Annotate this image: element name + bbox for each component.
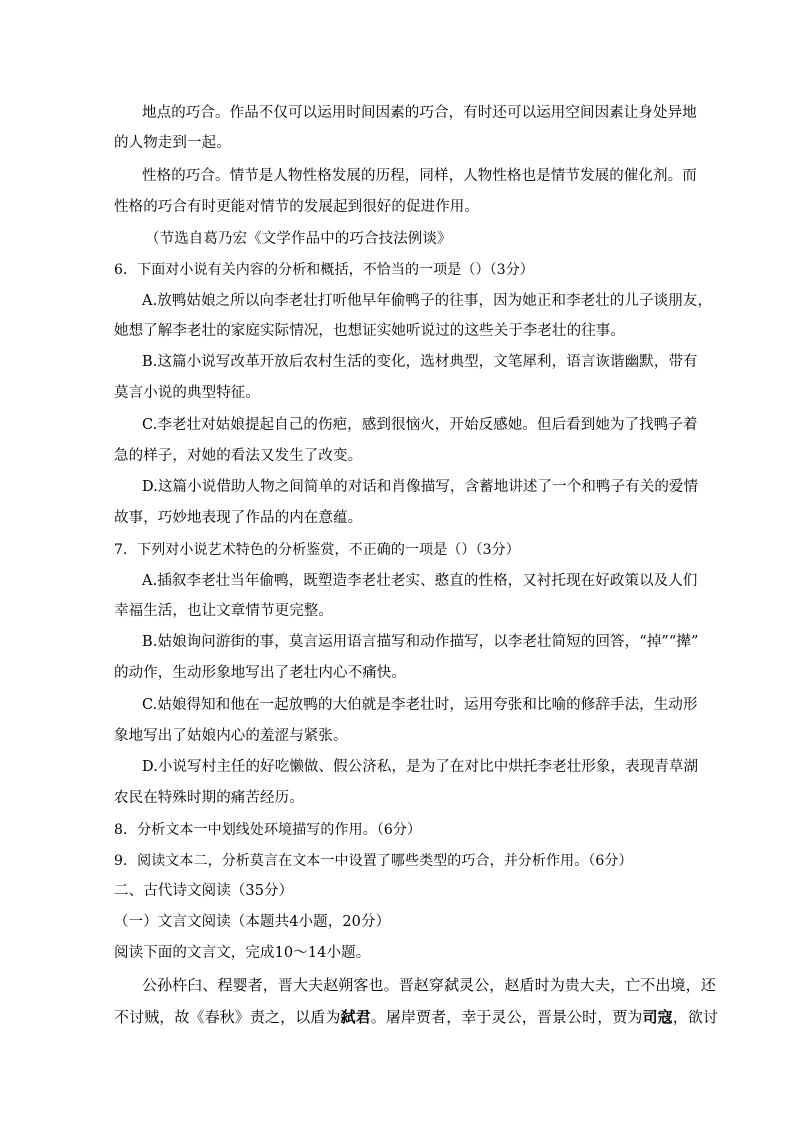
question-6: 6．下面对小说有关内容的分析和概括，不恰当的一项是（）（3分）: [114, 262, 534, 278]
classical-text-line: [114, 1007, 719, 1027]
option-6a: A.放鸭姑娘之所以向李老壮打听他早年偷鸭子的往事，因为她正和李老壮的儿子谈朋友，: [142, 293, 713, 309]
option-6b-cont: 莫言小说的典型特征。: [114, 385, 260, 401]
paragraph-line: 的人物走到一起。: [114, 135, 231, 151]
option-7d-cont: 农民在特殊时期的痛苦经历。: [114, 790, 304, 806]
classical-text-line: 公孙杵臼、程婴者，晋大夫赵朔客也。晋赵穿弑灵公，赵盾时为贵大夫，亡不出境，还: [142, 976, 716, 994]
question-9: 9．阅读文本二，分析莫言在文本一中设置了哪些类型的巧合，并分析作用。（6分）: [114, 853, 633, 869]
option-7c: C.姑娘得知和他在一起放鸭的大伯就是李老壮时，运用夸张和比喻的修辞手法，生动形: [142, 697, 698, 713]
bold-term: 弑君: [340, 1008, 371, 1026]
option-7d: D.小说写村主任的好吃懒做、假公济私，是为了在对比中烘托李老壮形象，表现青草湖: [142, 759, 699, 775]
section-heading: 二、古代诗文阅读（35分）: [114, 883, 294, 899]
option-6d-cont: 故事，巧妙地表现了作品的内在意蕴。: [114, 510, 363, 526]
option-6d: D.这篇小说借助人物之间简单的对话和肖像描写，含蓄地讲述了一个和鸭子有关的爱情: [142, 479, 699, 495]
question-7: 7．下列对小说艺术特色的分析鉴赏，不正确的一项是（）（3分）: [114, 542, 520, 558]
option-7b-cont: 的动作，生动形象地写出了老壮内心不痛快。: [114, 665, 406, 681]
option-6c: C.李老壮对姑娘提起自己的伤疤，感到很恼火，开始反感她。但后看到她为了找鸭子着: [142, 417, 698, 433]
option-6a-cont: 她想了解李老壮的家庭实际情况，也想证实她听说过的这些关于李老壮的往事。: [114, 323, 625, 339]
source-citation: （节选自葛乃宏《文学作品中的巧合技法例谈》: [145, 231, 452, 247]
option-6b: B.这篇小说写改革开放后农村生活的变化，选材典型，文笔犀利，语言诙谐幽默，带有: [142, 354, 698, 370]
text-span: ，欲讨: [672, 1008, 719, 1026]
text-span: 。屠岸贾者，幸于灵公，晋景公时，贾为: [370, 1008, 643, 1026]
instruction: 阅读下面的文言文，完成10～14小题。: [114, 945, 371, 961]
paragraph-line: 性格的巧合。情节是人物性格发展的历程，同样，人物性格也是情节发展的催化剂。而: [142, 168, 697, 184]
text-span: 不讨贼，故《春秋》责之，以盾为: [114, 1008, 341, 1026]
option-7c-cont: 象地写出了姑娘内心的羞涩与紧张。: [114, 728, 348, 744]
paragraph-line: 地点的巧合。作品不仅可以运用时间因素的巧合，有时还可以运用空间因素让身处异地: [142, 105, 697, 121]
option-6c-cont: 急的样子，对她的看法又发生了改变。: [114, 448, 363, 464]
question-8: 8．分析文本一中划线处环境描写的作用。（6分）: [114, 822, 422, 838]
option-7b: B.姑娘询问游街的事，莫言运用语言描写和动作描写，以李老壮简短的回答，“掉”“撵”: [142, 634, 699, 650]
option-7a: A.插叙李老壮当年偷鸭，既塑造李老壮老实、憨直的性格，又衬托现在好政策以及人们: [142, 573, 698, 589]
paragraph-line: 性格的巧合有时更能对情节的发展起到很好的促进作用。: [114, 199, 479, 215]
subsection-heading: （一）文言文阅读（本题共4小题，20分）: [114, 914, 391, 930]
option-7a-cont: 幸福生活，也让文章情节更完整。: [114, 603, 333, 619]
bold-term: 司寇: [642, 1008, 673, 1026]
